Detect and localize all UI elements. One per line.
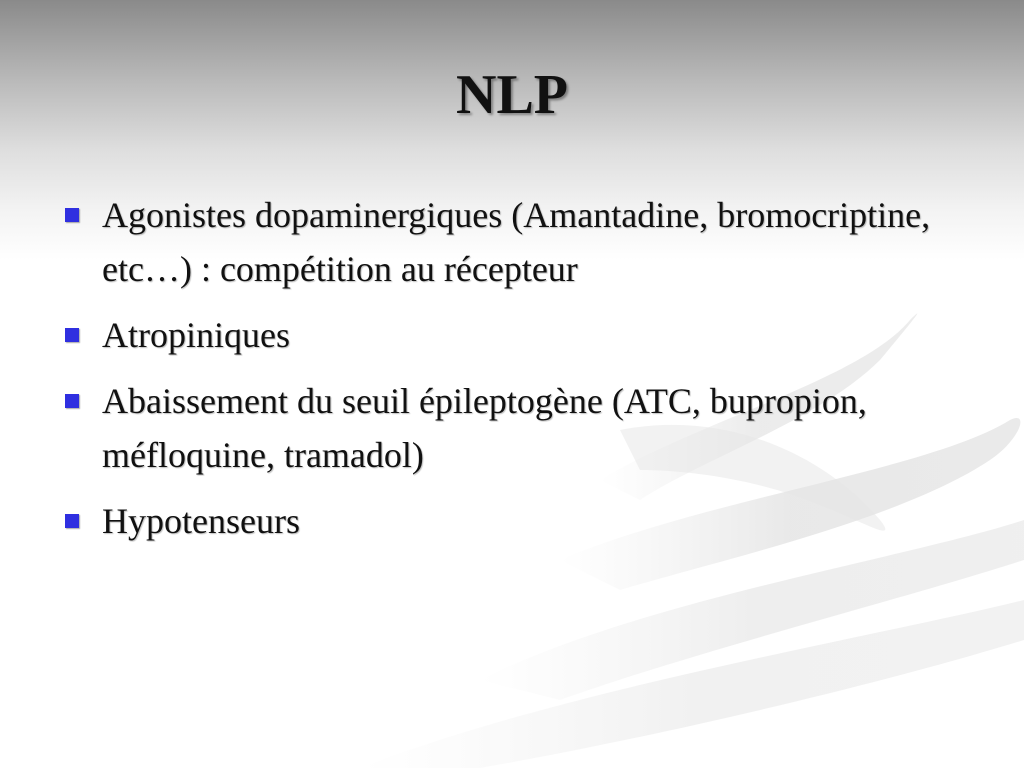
bullet-text: Atropiniques <box>102 315 290 355</box>
bullet-text: Agonistes dopaminergiques (Amantadine, bromocriptine, etc…) : compétition au récepteur <box>102 195 931 289</box>
square-bullet-icon <box>65 514 79 528</box>
bullet-text: Abaissement du seuil épileptogène (ATC, bupropion, méfloquine, tramadol) <box>102 381 867 475</box>
bullet-item <box>62 494 982 548</box>
slide-title: NLP <box>456 64 568 126</box>
square-bullet-icon <box>65 328 79 342</box>
bullet-list <box>62 188 982 560</box>
bullet-item <box>62 188 982 296</box>
bullet-item <box>62 308 982 362</box>
square-bullet-icon <box>65 394 79 408</box>
bullet-text: Hypotenseurs <box>102 501 300 541</box>
square-bullet-icon <box>65 208 79 222</box>
bullet-item <box>62 374 982 482</box>
